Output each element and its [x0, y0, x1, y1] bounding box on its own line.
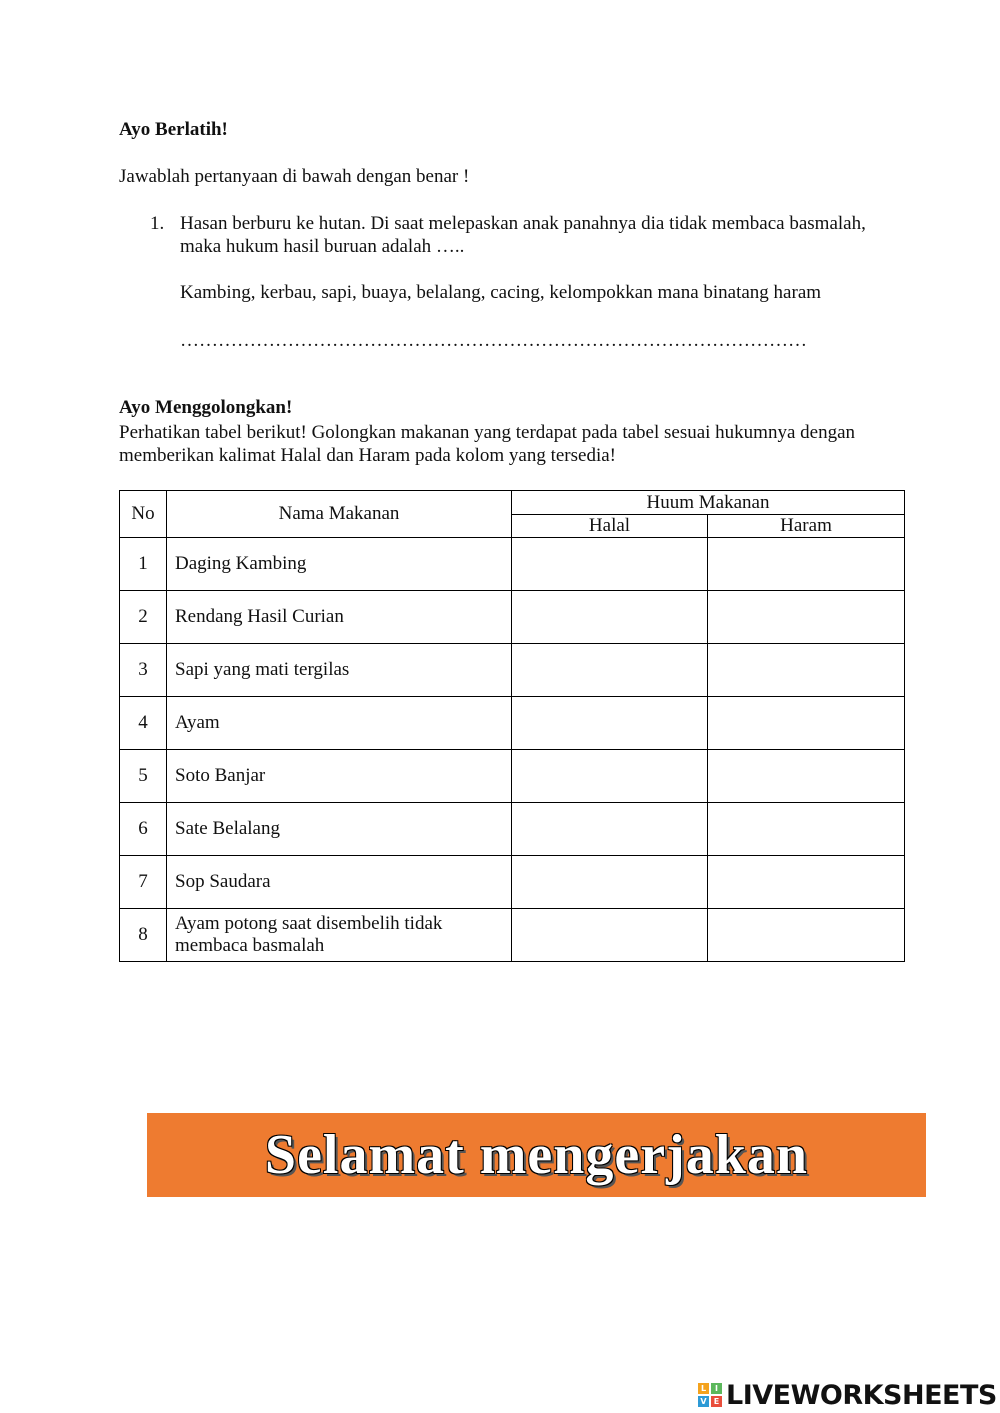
- classify-instruction: Perhatikan tabel berikut! Golongkan makanan yang terdapat pada tabel sesuai hukumnya dengan memberikan kalimat Halal dan Haram pada kolom yang tersedia!: [119, 422, 855, 466]
- halal-answer-cell[interactable]: [512, 909, 708, 962]
- question-text: Hasan berburu ke hutan. Di saat melepaskan anak panahnya dia tidak membaca basmalah, maka hukum hasil buruan adalah …..: [180, 213, 866, 257]
- haram-answer-cell[interactable]: [708, 803, 905, 856]
- table-row: [120, 697, 905, 750]
- halal-answer-cell[interactable]: [512, 538, 708, 591]
- haram-answer-cell[interactable]: [708, 750, 905, 803]
- haram-answer-cell[interactable]: [708, 909, 905, 962]
- question-text-2: Kambing, kerbau, sapi, buaya, belalang, cacing, kelompokkan mana binatang haram: [180, 282, 822, 303]
- banner-text: Selamat mengerjakan: [264, 1124, 809, 1186]
- row-number: 5: [120, 750, 167, 803]
- row-number: 6: [120, 803, 167, 856]
- haram-answer-cell[interactable]: [708, 856, 905, 909]
- food-name: Sop Saudara: [167, 856, 512, 909]
- table-row: [120, 750, 905, 803]
- table-row: [120, 591, 905, 644]
- header-haram: Haram: [708, 515, 905, 538]
- logo-letter: V: [698, 1396, 709, 1407]
- haram-answer-cell[interactable]: [708, 591, 905, 644]
- table-row: [120, 538, 905, 591]
- logo-letter: E: [711, 1396, 722, 1407]
- answer-line[interactable]: ………………………………………………………………………………………: [180, 330, 807, 351]
- logo-letter: I: [711, 1383, 722, 1394]
- halal-answer-cell[interactable]: [512, 803, 708, 856]
- halal-answer-cell[interactable]: [512, 697, 708, 750]
- header-no: No: [120, 491, 167, 538]
- header-halal: Halal: [512, 515, 708, 538]
- halal-answer-cell[interactable]: [512, 856, 708, 909]
- food-name: Ayam: [167, 697, 512, 750]
- table-row: [120, 803, 905, 856]
- food-name: Sate Belalang: [167, 803, 512, 856]
- practice-instruction: Jawablah pertanyaan di bawah dengan benar !: [119, 166, 470, 187]
- row-number: 7: [120, 856, 167, 909]
- food-name: Rendang Hasil Curian: [167, 591, 512, 644]
- liveworksheets-brand: [698, 1378, 997, 1412]
- row-number: 8: [120, 909, 167, 962]
- halal-answer-cell[interactable]: [512, 644, 708, 697]
- table-row: [120, 644, 905, 697]
- liveworksheets-logo-icon: [698, 1383, 722, 1407]
- halal-answer-cell[interactable]: [512, 591, 708, 644]
- halal-answer-cell[interactable]: [512, 750, 708, 803]
- row-number: 3: [120, 644, 167, 697]
- section-title-classify: Ayo Menggolongkan!: [119, 397, 293, 418]
- haram-answer-cell[interactable]: [708, 697, 905, 750]
- closing-banner: [147, 1113, 926, 1197]
- table-row: [120, 909, 905, 962]
- food-name: Soto Banjar: [167, 750, 512, 803]
- section-title-practice: Ayo Berlatih!: [119, 119, 228, 140]
- row-number: 2: [120, 591, 167, 644]
- food-name: Daging Kambing: [167, 538, 512, 591]
- row-number: 1: [120, 538, 167, 591]
- brand-name: LIVEWORKSHEETS: [726, 1379, 997, 1411]
- food-name: Sapi yang mati tergilas: [167, 644, 512, 697]
- logo-letter: L: [698, 1383, 709, 1394]
- haram-answer-cell[interactable]: [708, 538, 905, 591]
- header-food-name: Nama Makanan: [167, 491, 512, 538]
- row-number: 4: [120, 697, 167, 750]
- table-row: [120, 856, 905, 909]
- haram-answer-cell[interactable]: [708, 644, 905, 697]
- food-name: Ayam potong saat disembelih tidak membaca basmalah: [167, 909, 512, 962]
- food-table: [119, 490, 905, 962]
- header-food-law: Huum Makanan: [512, 491, 905, 515]
- question-number: 1.: [150, 213, 165, 234]
